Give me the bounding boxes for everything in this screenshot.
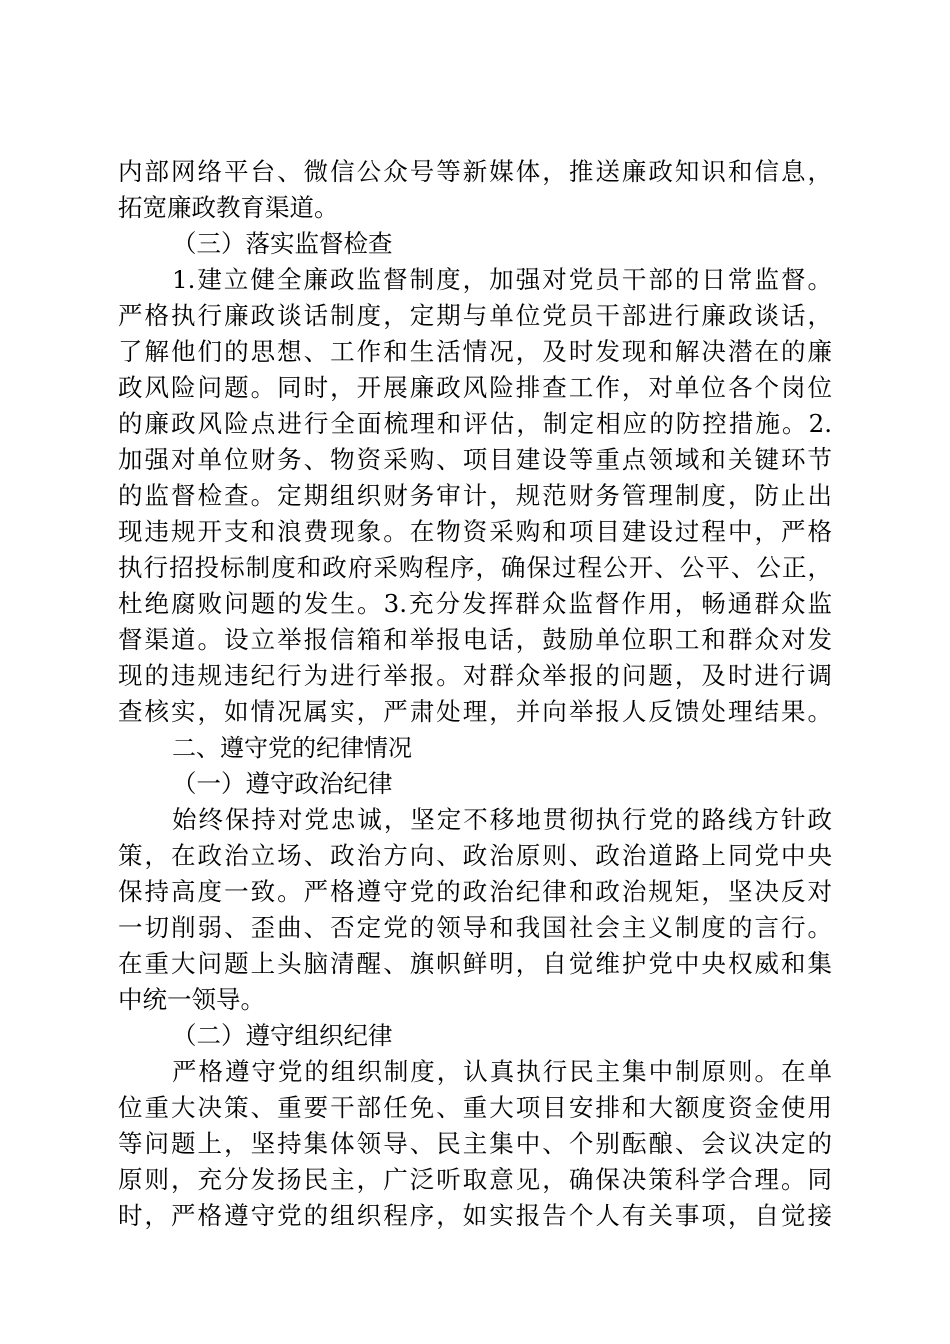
body-text-line: 杜绝腐败问题的发生。3.充分发挥群众监督作用，畅通群众监 <box>118 589 832 618</box>
body-text-line: 位重大决策、重要干部任免、重大项目安排和大额度资金使用 <box>118 1093 832 1122</box>
body-text-line: 时，严格遵守党的组织程序，如实报告个人有关事项，自觉接 <box>118 1201 832 1230</box>
body-text-line: 的廉政风险点进行全面梳理和评估，制定相应的防控措施。2. <box>118 409 832 438</box>
body-text-line: 查核实，如情况属实，严肃处理，并向举报人反馈处理结果。 <box>118 697 832 726</box>
section-heading: （一）遵守政治纪律 <box>172 769 393 798</box>
body-text-line: 现违规开支和浪费现象。在物资采购和项目建设过程中，严格 <box>118 517 832 546</box>
body-text-line: 严格执行廉政谈话制度，定期与单位党员干部进行廉政谈话， <box>118 301 832 330</box>
section-heading: （三）落实监督检查 <box>172 229 393 258</box>
body-text-line: 一切削弱、歪曲、否定党的领导和我国社会主义制度的言行。 <box>118 913 832 942</box>
body-text-line: 中统一领导。 <box>118 985 265 1014</box>
section-heading: （二）遵守组织纪律 <box>172 1021 393 1050</box>
body-text-line: 在重大问题上头脑清醒、旗帜鲜明，自觉维护党中央权威和集 <box>118 949 832 978</box>
body-text-line: 现的违规违纪行为进行举报。对群众举报的问题，及时进行调 <box>118 661 832 690</box>
body-text-line: 策，在政治立场、政治方向、政治原则、政治道路上同党中央 <box>118 841 832 870</box>
body-text-line: 督渠道。设立举报信箱和举报电话，鼓励单位职工和群众对发 <box>118 625 832 654</box>
body-text-line: 拓宽廉政教育渠道。 <box>118 193 339 222</box>
body-text-line: 政风险问题。同时，开展廉政风险排查工作，对单位各个岗位 <box>118 373 832 402</box>
body-text-line: 了解他们的思想、工作和生活情况，及时发现和解决潜在的廉 <box>118 337 832 366</box>
body-text-line: 执行招投标制度和政府采购程序，确保过程公开、公平、公正， <box>118 553 832 582</box>
body-text-line: 严格遵守党的组织制度，认真执行民主集中制原则。在单 <box>172 1057 832 1086</box>
chapter-heading: 二、遵守党的纪律情况 <box>172 734 412 762</box>
body-text-line: 原则，充分发扬民主，广泛听取意见，确保决策科学合理。同 <box>118 1165 832 1194</box>
body-text-line: 的监督检查。定期组织财务审计，规范财务管理制度，防止出 <box>118 481 832 510</box>
body-text-line: 保持高度一致。严格遵守党的政治纪律和政治规矩，坚决反对 <box>118 877 832 906</box>
body-text-line: 加强对单位财务、物资采购、项目建设等重点领域和关键环节 <box>118 445 832 474</box>
body-text-line: 等问题上，坚持集体领导、民主集中、个别酝酿、会议决定的 <box>118 1129 832 1158</box>
body-text-line: 内部网络平台、微信公众号等新媒体，推送廉政知识和信息， <box>118 157 832 186</box>
body-text-line: 始终保持对党忠诚，坚定不移地贯彻执行党的路线方针政 <box>172 805 832 834</box>
body-text-line: 1.建立健全廉政监督制度，加强对党员干部的日常监督。 <box>172 265 832 294</box>
